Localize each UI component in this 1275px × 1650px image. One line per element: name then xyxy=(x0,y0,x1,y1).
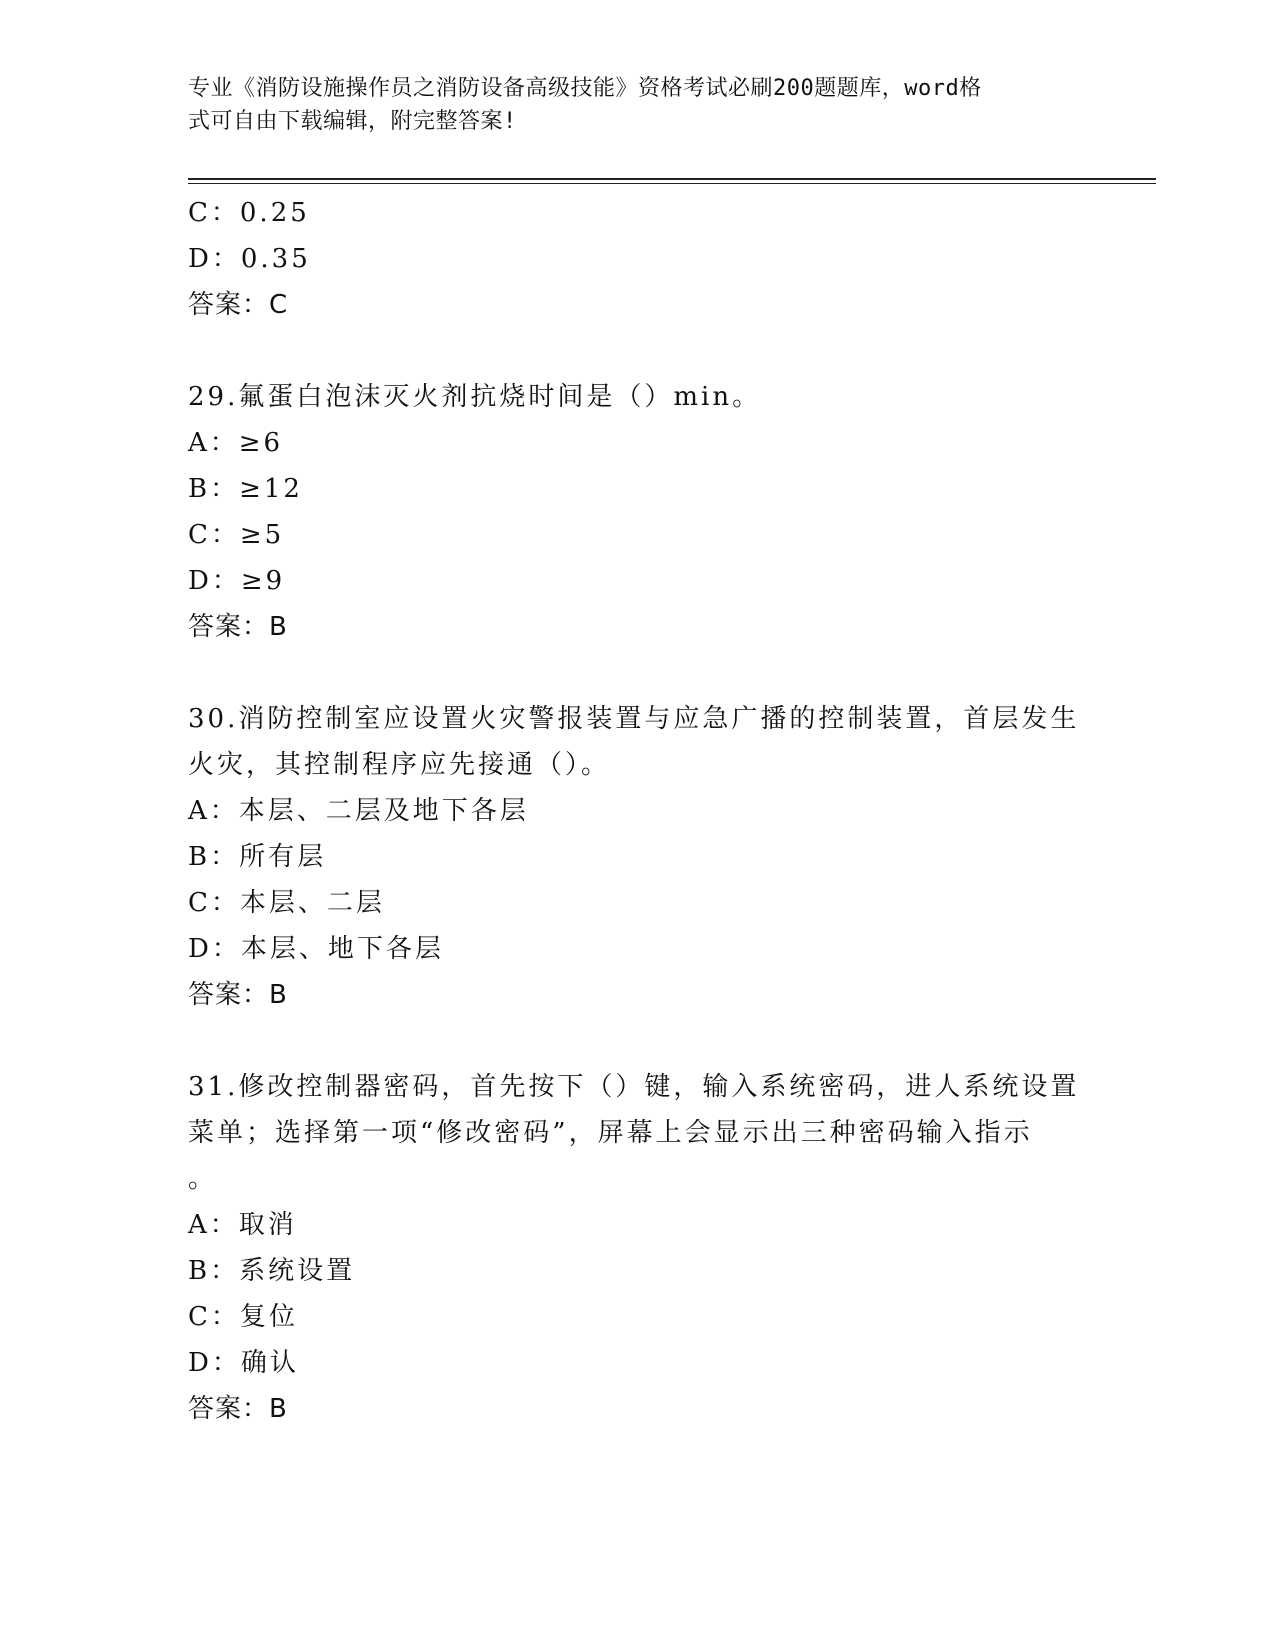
option-a: A：≥6 xyxy=(188,428,284,458)
question-text-line-1: 30.消防控制室应设置火灾警报装置与应急广播的控制装置，首层发生 xyxy=(188,704,1080,734)
header-line-1: 专业《消防设施操作员之消防设备高级技能》资格考试必刷200题题库，word格 xyxy=(188,76,982,101)
question-text-line-3: 。 xyxy=(188,1164,218,1194)
spacer xyxy=(188,650,1088,696)
header-line-2: 式可自由下载编辑，附完整答案! xyxy=(188,109,517,134)
question-content xyxy=(188,190,1088,1432)
option-d: D：0.35 xyxy=(188,244,311,274)
header-divider-thin xyxy=(188,183,1156,184)
option-d: D：≥9 xyxy=(188,566,286,596)
option-c: C：≥5 xyxy=(188,520,285,550)
option-b: B：所有层 xyxy=(188,842,327,872)
document-header xyxy=(188,72,1088,138)
previous-question-tail xyxy=(188,190,1088,328)
answer-line: 答案：B xyxy=(188,1394,288,1424)
question-31 xyxy=(188,1064,1088,1432)
spacer xyxy=(188,1018,1088,1064)
option-d: D：本层、地下各层 xyxy=(188,934,444,964)
option-a: A：取消 xyxy=(188,1210,297,1240)
question-29 xyxy=(188,374,1088,650)
option-b: B：系统设置 xyxy=(188,1256,356,1286)
question-text-line-2: 菜单；选择第一项“修改密码”，屏幕上会显示出三种密码输入指示 xyxy=(188,1118,1033,1148)
answer-line: 答案：B xyxy=(188,980,288,1010)
question-30 xyxy=(188,696,1088,1018)
question-text: 29.氟蛋白泡沫灭火剂抗烧时间是（）min。 xyxy=(188,382,762,412)
option-d: D：确认 xyxy=(188,1348,299,1378)
question-text-line-1: 31.修改控制器密码，首先按下（）键，输入系统密码，进人系统设置 xyxy=(188,1072,1080,1102)
option-c: C：复位 xyxy=(188,1302,298,1332)
option-c: C：0.25 xyxy=(188,198,310,228)
option-a: A：本层、二层及地下各层 xyxy=(188,796,529,826)
question-text-line-2: 火灾，其控制程序应先接通（）。 xyxy=(188,750,611,780)
spacer xyxy=(188,328,1088,374)
header-divider-thick xyxy=(188,178,1156,180)
option-c: C：本层、二层 xyxy=(188,888,385,918)
answer-line: 答案：C xyxy=(188,290,289,320)
answer-line: 答案：B xyxy=(188,612,288,642)
option-b: B：≥12 xyxy=(188,474,303,504)
